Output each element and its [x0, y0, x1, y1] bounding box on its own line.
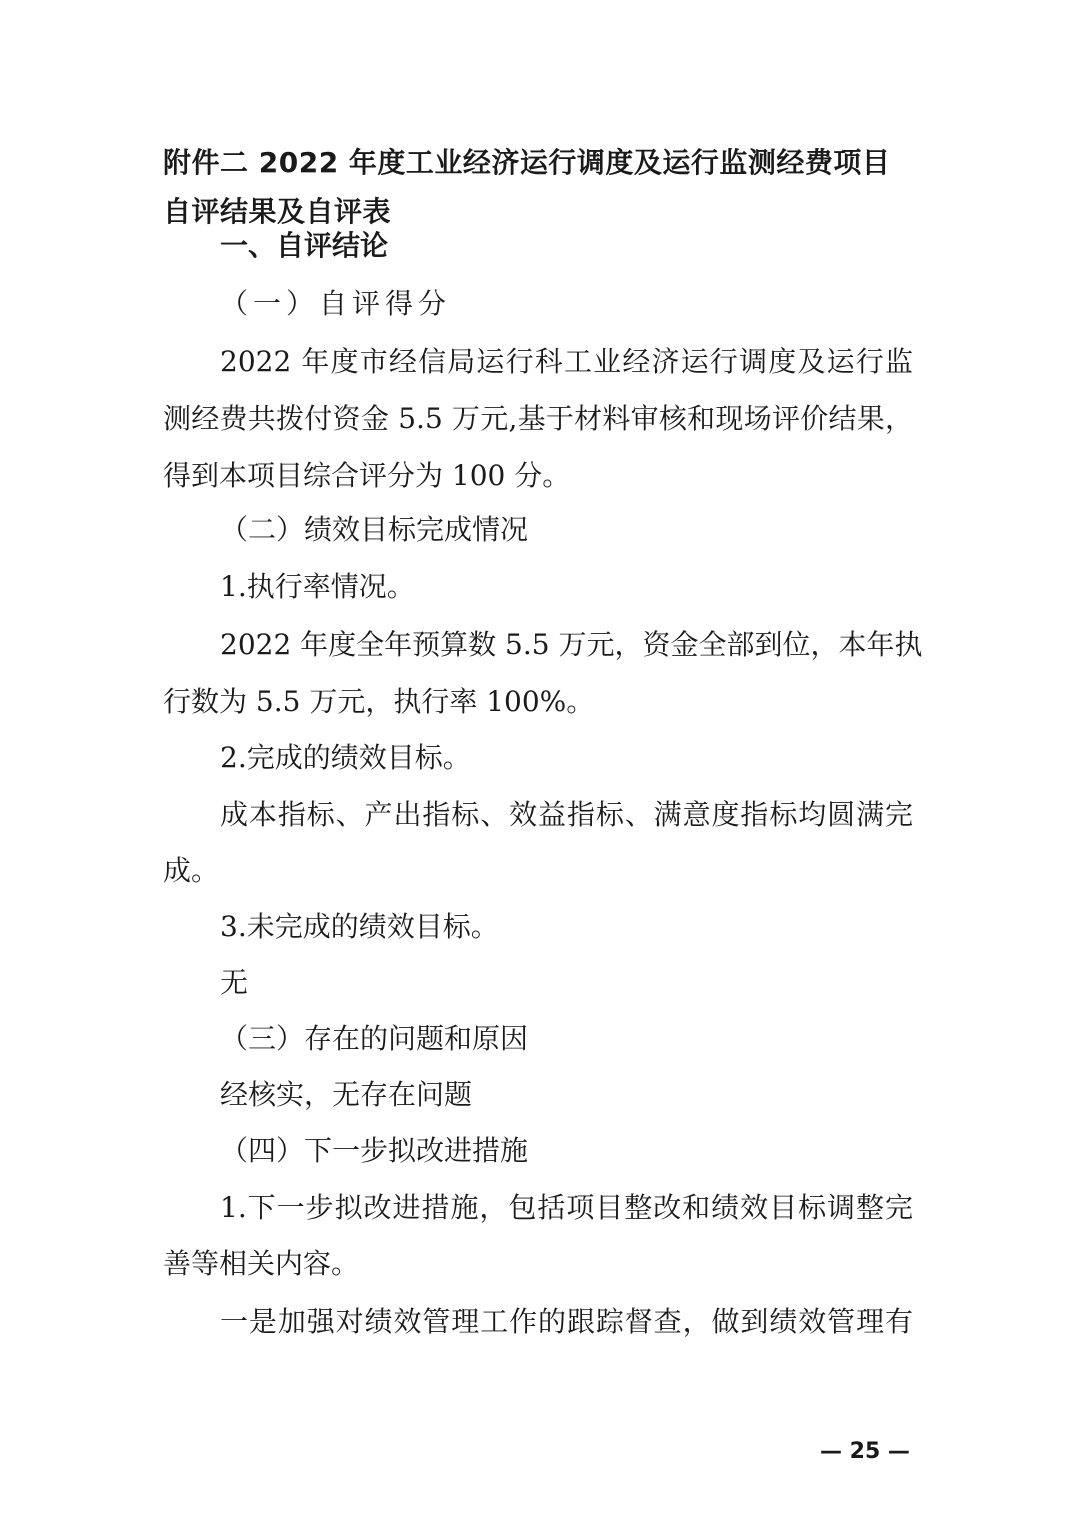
paragraph-line: 行数为 5.5 万元，执行率 100%。 [163, 685, 595, 718]
paragraph-line: 成本指标、产出指标、效益指标、满意度指标均圆满完 [220, 798, 913, 831]
page-number: — 25 — [820, 1439, 910, 1464]
paragraph-line: 一是加强对绩效管理工作的跟踪督查，做到绩效管理有 [220, 1305, 913, 1338]
subheading-performance-goals: （二）绩效目标完成情况 [220, 513, 529, 546]
paragraph-line: 1.下一步拟改进措施，包括项目整改和绩效目标调整完 [220, 1191, 913, 1224]
paragraph-line: 无 [220, 966, 249, 999]
paragraph-line: 经核实，无存在问题 [220, 1078, 473, 1111]
item-heading-uncompleted-goals: 3.未完成的绩效目标。 [220, 910, 499, 943]
paragraph-line: 成。 [163, 854, 220, 887]
paragraph-line: 2022 年度市经信局运行科工业经济运行调度及运行监 [220, 345, 913, 378]
paragraph-line: 得到本项目综合评分为 100 分。 [163, 459, 571, 492]
subheading-problems-and-causes: （三）存在的问题和原因 [220, 1022, 529, 1055]
paragraph-line: 测经费共拨付资金 5.5 万元,基于材料审核和现场评价结果， [163, 402, 913, 435]
document-title: 附件二 2022 年度工业经济运行调度及运行监测经费项目自评结果及自评表 [163, 146, 891, 228]
section-heading-self-evaluation-conclusion: 一、自评结论 [220, 229, 389, 262]
paragraph-line: 2022 年度全年预算数 5.5 万元，资金全部到位，本年执 [220, 628, 923, 661]
paragraph-line: 善等相关内容。 [163, 1247, 360, 1280]
item-heading-completed-goals: 2.完成的绩效目标。 [220, 741, 471, 774]
item-heading-execution-rate: 1.执行率情况。 [220, 570, 415, 603]
subheading-self-evaluation-score: （一）自评得分 [220, 287, 452, 320]
subheading-improvement-measures: （四）下一步拟改进措施 [220, 1134, 529, 1167]
